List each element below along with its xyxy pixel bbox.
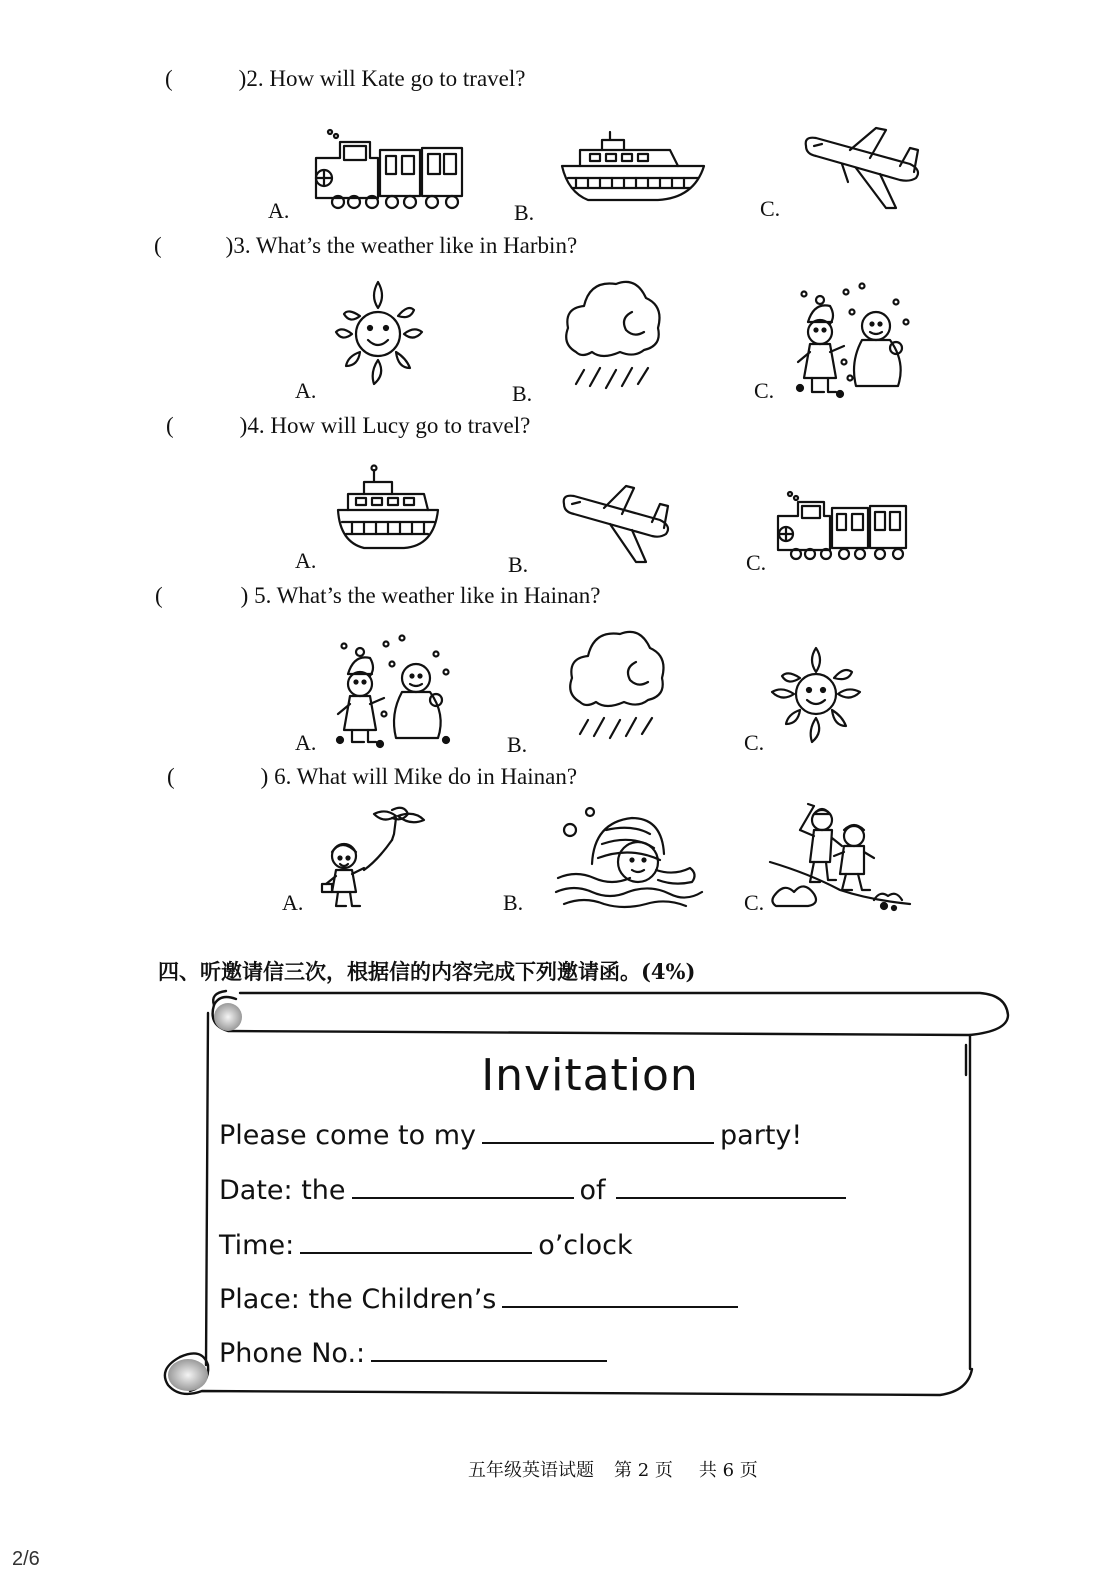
invitation-title: Invitation	[481, 1050, 699, 1101]
train-icon	[310, 128, 470, 210]
climb-icon	[770, 800, 910, 912]
invitation-line-phone	[219, 1338, 613, 1369]
swim-icon	[554, 804, 704, 910]
answer-bracket-open: (	[154, 233, 162, 258]
footer-title: 五年级英语试题	[468, 1460, 594, 1481]
page-indicator: 2/6	[12, 1548, 40, 1570]
kite-icon	[318, 800, 430, 912]
line-label: Date: the	[219, 1175, 346, 1206]
option-b-label: B.	[512, 381, 533, 406]
place-blank[interactable]	[502, 1284, 738, 1308]
option-b-label: B.	[507, 732, 528, 757]
footer-page: 第 2 页	[614, 1460, 673, 1481]
party-type-blank[interactable]	[482, 1120, 714, 1144]
line-label: Phone No.:	[219, 1338, 366, 1369]
sun-icon	[768, 646, 864, 744]
question-text: )3. What’s the weather like in Harbin?	[225, 233, 578, 258]
plane-icon	[800, 124, 930, 212]
option-b-label: B.	[508, 552, 529, 577]
option-b-label: B.	[514, 200, 535, 225]
option-a-label: A.	[295, 378, 317, 403]
phone-blank[interactable]	[371, 1338, 607, 1362]
option-c-label: C.	[746, 550, 767, 575]
question-text: )2. How will Kate go to travel?	[238, 66, 526, 91]
sun-icon	[334, 278, 424, 386]
answer-bracket-open: (	[155, 583, 163, 608]
ship-icon	[558, 128, 708, 204]
option-b-label: B.	[503, 890, 524, 915]
line-label: Time:	[219, 1230, 295, 1261]
question-3	[154, 233, 577, 259]
line-label: Please come to my	[219, 1120, 477, 1151]
option-a-label: A.	[295, 548, 317, 573]
answer-bracket-open: (	[166, 413, 174, 438]
question-text: )4. How will Lucy go to travel?	[239, 413, 531, 438]
date-day-blank[interactable]	[352, 1175, 574, 1199]
option-c-label: C.	[744, 730, 765, 755]
plane-icon	[560, 482, 678, 566]
rain-icon	[566, 622, 670, 750]
option-a-label: A.	[295, 730, 317, 755]
line-label: Place: the Children’s	[219, 1284, 497, 1315]
line-label: of	[579, 1175, 606, 1206]
time-blank[interactable]	[300, 1230, 532, 1254]
answer-bracket-open: (	[165, 66, 173, 91]
line-label: o’clock	[538, 1230, 633, 1261]
invitation-line-event	[219, 1120, 802, 1151]
question-text: ) 5. What’s the weather like in Hainan?	[240, 583, 601, 608]
ship-icon	[334, 464, 442, 552]
question-5	[155, 583, 600, 609]
option-c-label: C.	[744, 890, 765, 915]
date-month-blank[interactable]	[616, 1175, 846, 1199]
snow-icon	[334, 636, 452, 750]
invitation-line-place	[219, 1284, 744, 1315]
answer-bracket-open: (	[167, 764, 175, 789]
question-6	[167, 764, 577, 790]
train-icon	[774, 490, 910, 562]
question-text: ) 6. What will Mike do in Hainan?	[260, 764, 578, 789]
rain-icon	[562, 272, 666, 400]
option-c-label: C.	[754, 378, 775, 403]
question-4	[166, 413, 530, 439]
option-c-label: C.	[760, 196, 781, 221]
footer-total: 共 6 页	[698, 1460, 758, 1481]
line-label: party!	[720, 1120, 803, 1151]
section-4-title: 四、听邀请信三次，根据信的内容完成下列邀请函。(4%)	[158, 959, 696, 984]
question-2	[165, 66, 525, 92]
invitation-line-time	[219, 1230, 633, 1261]
option-a-label: A.	[282, 890, 304, 915]
invitation-line-date	[219, 1175, 852, 1206]
page-footer	[468, 1456, 758, 1482]
snow-icon	[796, 282, 912, 400]
option-a-label: A.	[268, 198, 290, 223]
